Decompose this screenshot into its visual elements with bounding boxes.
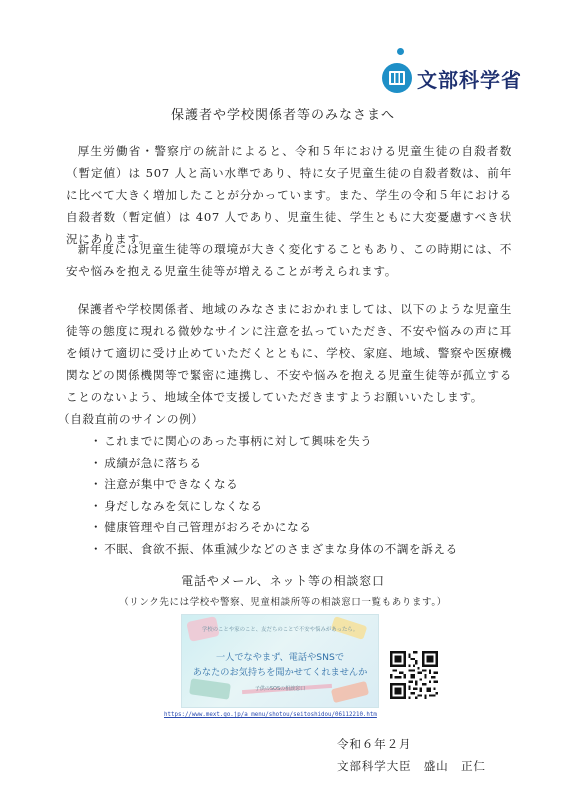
mext-logo [381,60,531,96]
consult-banner[interactable] [181,614,379,708]
qr-code-icon[interactable] [390,651,438,699]
sign-item: ・ 注意が集中できなくなる [90,474,458,496]
consult-link[interactable]: https://www.mext.go.jp/a_menu/shotou/seitoshidou/06112210.htm [164,712,377,718]
banner-headline-1: 一人でなやまず、電話やSNSで [215,652,345,663]
issue-date: 令和６年２月 [337,737,412,751]
logo-text: 文部科学省 [417,67,522,92]
signs-list [90,431,458,560]
signer-name: 文部科学大臣 盛山 正仁 [337,759,486,773]
paragraph-new-year: 新年度には児童生徒等の環境が大きく変化することもあり、この時期には、不安や悩みを抱える児童生徒等が増えることが考えられます。 [66,242,512,278]
banner-headline-2: あなたのお気持ちを聞かせてくれませんか [192,667,368,678]
sign-item: ・ 不眠、食欲不振、体重減少などのさまざまな身体の不調を訴える [90,539,458,561]
signs-heading: （自殺直前のサインの例） [58,412,204,426]
sign-item: ・ 成績が急に落ちる [90,453,458,475]
logo-dot [397,48,404,55]
paragraph-request: 保護者や学校関係者、地域のみなさまにおかれましては、以下のような児童生徒等の態度に現れる微妙なサインに注意を払っていただき、不安や悩みの声に耳を傾けて適切に受け止めていただくとともに、学校、家庭、地域、警察や医療機関などの関係機関等で緊密に連携し、不安や悩みを抱える児童生徒等が孤立することのないよう、地域全体で支援していただきますようお願いいたします。 [66,302,512,404]
sign-item: ・ 身だしなみを気にしなくなる [90,496,458,518]
mext-logo-icon [381,62,413,94]
sign-item: ・ 健康管理や自己管理がおろそかになる [90,517,458,539]
banner-top-text: 学校のことや家のこと、友だちのことで不安や悩みがあったら。 [201,627,359,633]
consult-title: 電話やメール、ネット等の相談窓口 [181,574,385,588]
sign-item: ・ これまでに関心のあった事柄に対して興味を失う [90,431,458,453]
consult-note: （リンク先には学校や警察、児童相談所等の相談窓口一覧もあります。） [119,597,447,608]
banner-subtitle: 子供のSOSの相談窓口 [254,686,306,692]
document-title: 保護者や学校関係者等のみなさまへ [170,108,395,123]
paragraph-statistics: 厚生労働省・警察庁の統計によると、令和５年における児童生徒の自殺者数（暫定値）は 507 人と高い水準であり、特に女子児童生徒の自殺者数は、前年に比べて大きく増加したことが分かっています。また、学生の令和５年における自殺者数（暫定値）は 407 人であり、児童生徒、学生ともに大変憂慮すべき状況にあります。 [66,144,512,246]
